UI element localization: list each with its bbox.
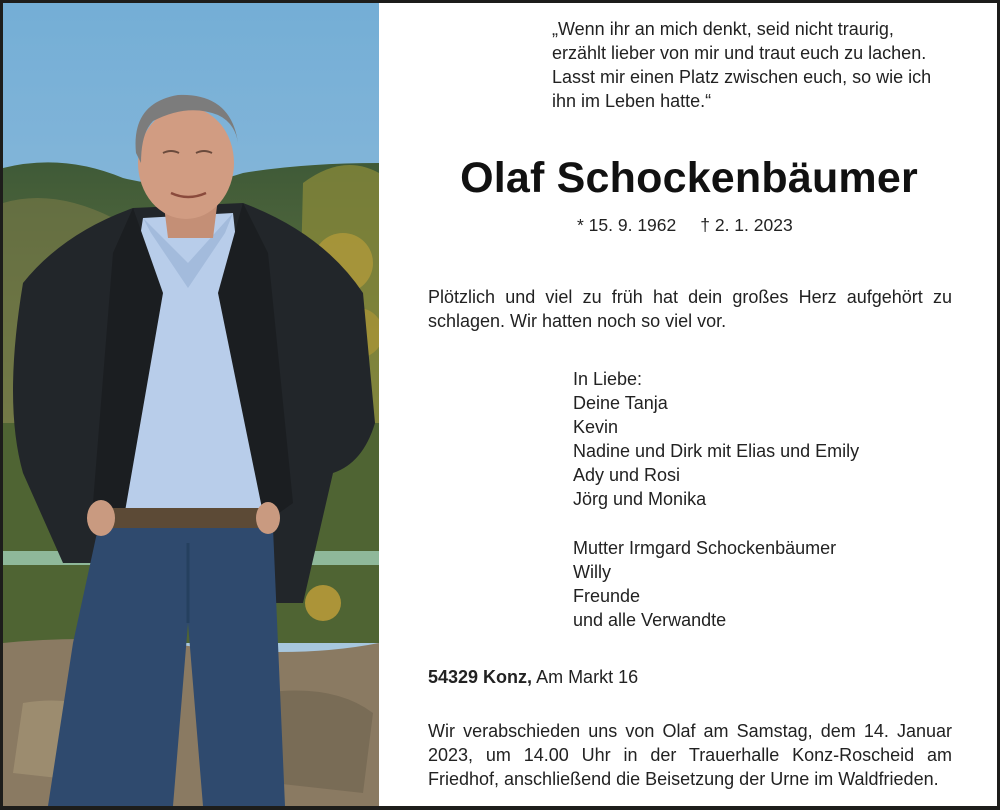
mourner-line: Kevin <box>573 417 619 437</box>
intro-line: schlagen. Wir hatten noch so viel vor. <box>428 311 727 331</box>
mourner-line: Mutter Irmgard Schockenbäumer <box>573 538 837 558</box>
funeral-line: Friedhof, anschließend die Beisetzung der Urne im Waldfrieden. <box>428 769 939 789</box>
memorial-quote <box>552 17 972 113</box>
mourner-line: In Liebe: <box>573 369 643 389</box>
mourner-line: Freunde <box>573 586 641 606</box>
quote-line: erzählt lieber von mir und traut euch zu lachen. <box>552 43 927 63</box>
mourner-line: Nadine und Dirk mit Elias und Emily <box>573 441 860 461</box>
address-city: 54329 Konz, <box>428 667 533 687</box>
funeral-notice <box>428 719 952 791</box>
intro-line: Plötzlich und viel zu früh hat dein großes Herz aufgehört zu <box>428 287 952 307</box>
quote-line: „Wenn ihr an mich denkt, seid nicht traurig, <box>552 19 894 39</box>
deceased-name: Olaf Schockenbäumer <box>460 154 918 202</box>
funeral-line: 2023, um 14.00 Uhr in der Trauerhalle Konz-Roscheid am <box>428 745 952 765</box>
quote-line: Lasst mir einen Platz zwischen euch, so wie ich <box>552 67 932 87</box>
funeral-line: Wir verabschieden uns von Olaf am Samstag, dem 14. Januar <box>428 721 952 741</box>
mourner-line: Deine Tanja <box>573 393 668 413</box>
address-street: Am Markt 16 <box>536 667 639 687</box>
birth-date: * 15. 9. 1962 <box>577 215 677 235</box>
portrait-photo <box>3 3 379 806</box>
mourner-line: Ady und Rosi <box>573 465 681 485</box>
mourner-line: Jörg und Monika <box>573 489 707 509</box>
death-date: † 2. 1. 2023 <box>700 215 793 235</box>
family-address <box>428 665 638 689</box>
mourners-list <box>573 367 953 632</box>
spacer <box>573 511 953 536</box>
life-dates <box>577 213 793 237</box>
mourner-line: Willy <box>573 562 611 582</box>
quote-line: ihn im Leben hatte.“ <box>552 91 712 111</box>
mourner-line: und alle Verwandte <box>573 610 727 630</box>
intro-text <box>428 285 952 333</box>
